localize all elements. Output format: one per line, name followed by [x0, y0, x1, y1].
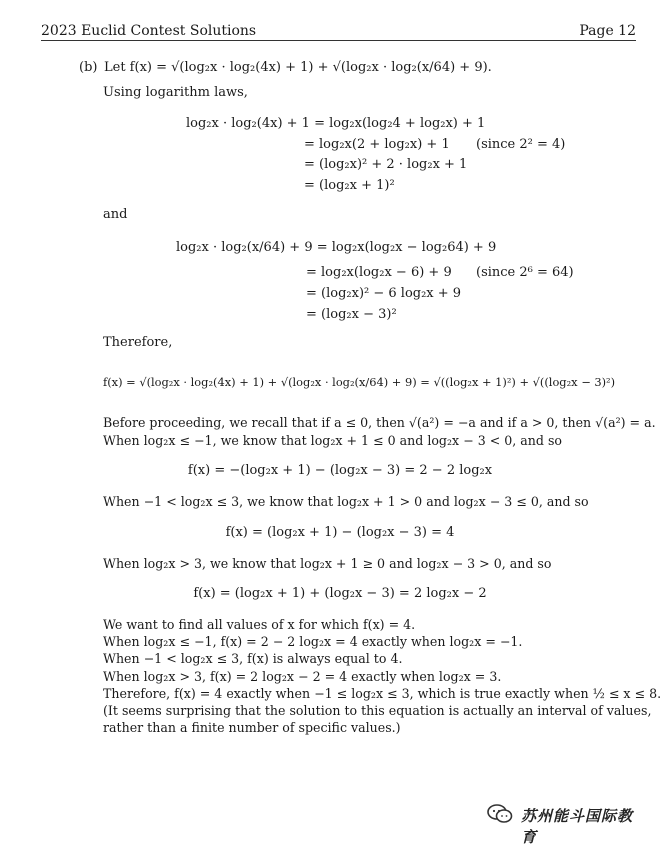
wechat-icon — [487, 804, 513, 824]
block2-line-3: = (log₂x)² − 6 log₂x + 9 — [306, 286, 462, 301]
intro-definition: Let f(x) = √(log₂x · log₂(4x) + 1) + √(log₂x · log₂(x/64) + 9). — [104, 60, 492, 75]
case3-equation: f(x) = (log₂x + 1) + (log₂x − 3) = 2 log₂x − 2 — [193, 586, 487, 601]
recall-line-1: Before proceeding, we recall that if a ≤ 0, then √(a²) = −a and if a > 0, then √(a²) = a. — [103, 415, 656, 430]
conclusion-line-6: (It seems surprising that the solution to this equation is actually an interval of values, — [103, 703, 652, 719]
block2-line-2: = log₂x(log₂x − 6) + 9 — [306, 265, 452, 280]
block2-line-1: log₂x · log₂(x/64) + 9 = log₂x(log₂x − log₂64) + 9 — [176, 240, 497, 255]
header-page-number: Page 12 — [579, 23, 636, 39]
block1-note: (since 2² = 4) — [476, 137, 566, 152]
using-laws-text: Using logarithm laws, — [103, 85, 248, 100]
watermark-text: 苏州能斗国际教育 — [521, 807, 634, 846]
block1-line-3: = (log₂x)² + 2 · log₂x + 1 — [304, 157, 468, 172]
conclusion-block — [103, 616, 662, 736]
block2-line-4: = (log₂x − 3)² — [306, 307, 397, 322]
and-text: and — [103, 207, 128, 222]
conclusion-line-7: rather than a finite number of specific values.) — [103, 720, 401, 736]
block1-line-1: log₂x · log₂(4x) + 1 = log₂x(log₂4 + log₂x) + 1 — [186, 116, 486, 131]
block1-line-4: = (log₂x + 1)² — [304, 178, 395, 193]
conclusion-line-5: Therefore, f(x) = 4 exactly when −1 ≤ log₂x ≤ 3, which is true exactly when ½ ≤ x ≤ 8. — [103, 685, 662, 701]
block2-note: (since 2⁶ = 64) — [476, 265, 574, 280]
therefore-equation: f(x) = √(log₂x · log₂(4x) + 1) + √(log₂x · log₂(x/64) + 9) = √((log₂x + 1)²) + √((log₂x − 3)²) — [103, 375, 616, 389]
page-header — [41, 23, 636, 41]
conclusion-line-1: We want to find all values of x for which f(x) = 4. — [103, 617, 416, 632]
therefore-text: Therefore, — [103, 335, 173, 350]
header-title: 2023 Euclid Contest Solutions — [41, 23, 257, 39]
watermark — [487, 800, 637, 846]
conclusion-line-2: When log₂x ≤ −1, f(x) = 2 − 2 log₂x = 4 exactly when log₂x = −1. — [103, 634, 523, 650]
part-label: (b) — [79, 60, 98, 75]
conclusion-line-3: When −1 < log₂x ≤ 3, f(x) is always equal to 4. — [103, 651, 403, 667]
recall-line-2: When log₂x ≤ −1, we know that log₂x + 1 ≤ 0 and log₂x − 3 < 0, and so — [103, 433, 563, 448]
header-rule — [41, 40, 636, 41]
case2-text: When −1 < log₂x ≤ 3, we know that log₂x + 1 > 0 and log₂x − 3 ≤ 0, and so — [103, 494, 589, 509]
case3-text: When log₂x > 3, we know that log₂x + 1 ≥ 0 and log₂x − 3 > 0, and so — [103, 556, 552, 571]
case1-equation: f(x) = −(log₂x + 1) − (log₂x − 3) = 2 − 2 log₂x — [187, 463, 493, 478]
conclusion-line-4: When log₂x > 3, f(x) = 2 log₂x − 2 = 4 exactly when log₂x = 3. — [103, 668, 502, 684]
case2-equation: f(x) = (log₂x + 1) − (log₂x − 3) = 4 — [225, 525, 455, 540]
block1-line-2: = log₂x(2 + log₂x) + 1 — [304, 137, 450, 152]
